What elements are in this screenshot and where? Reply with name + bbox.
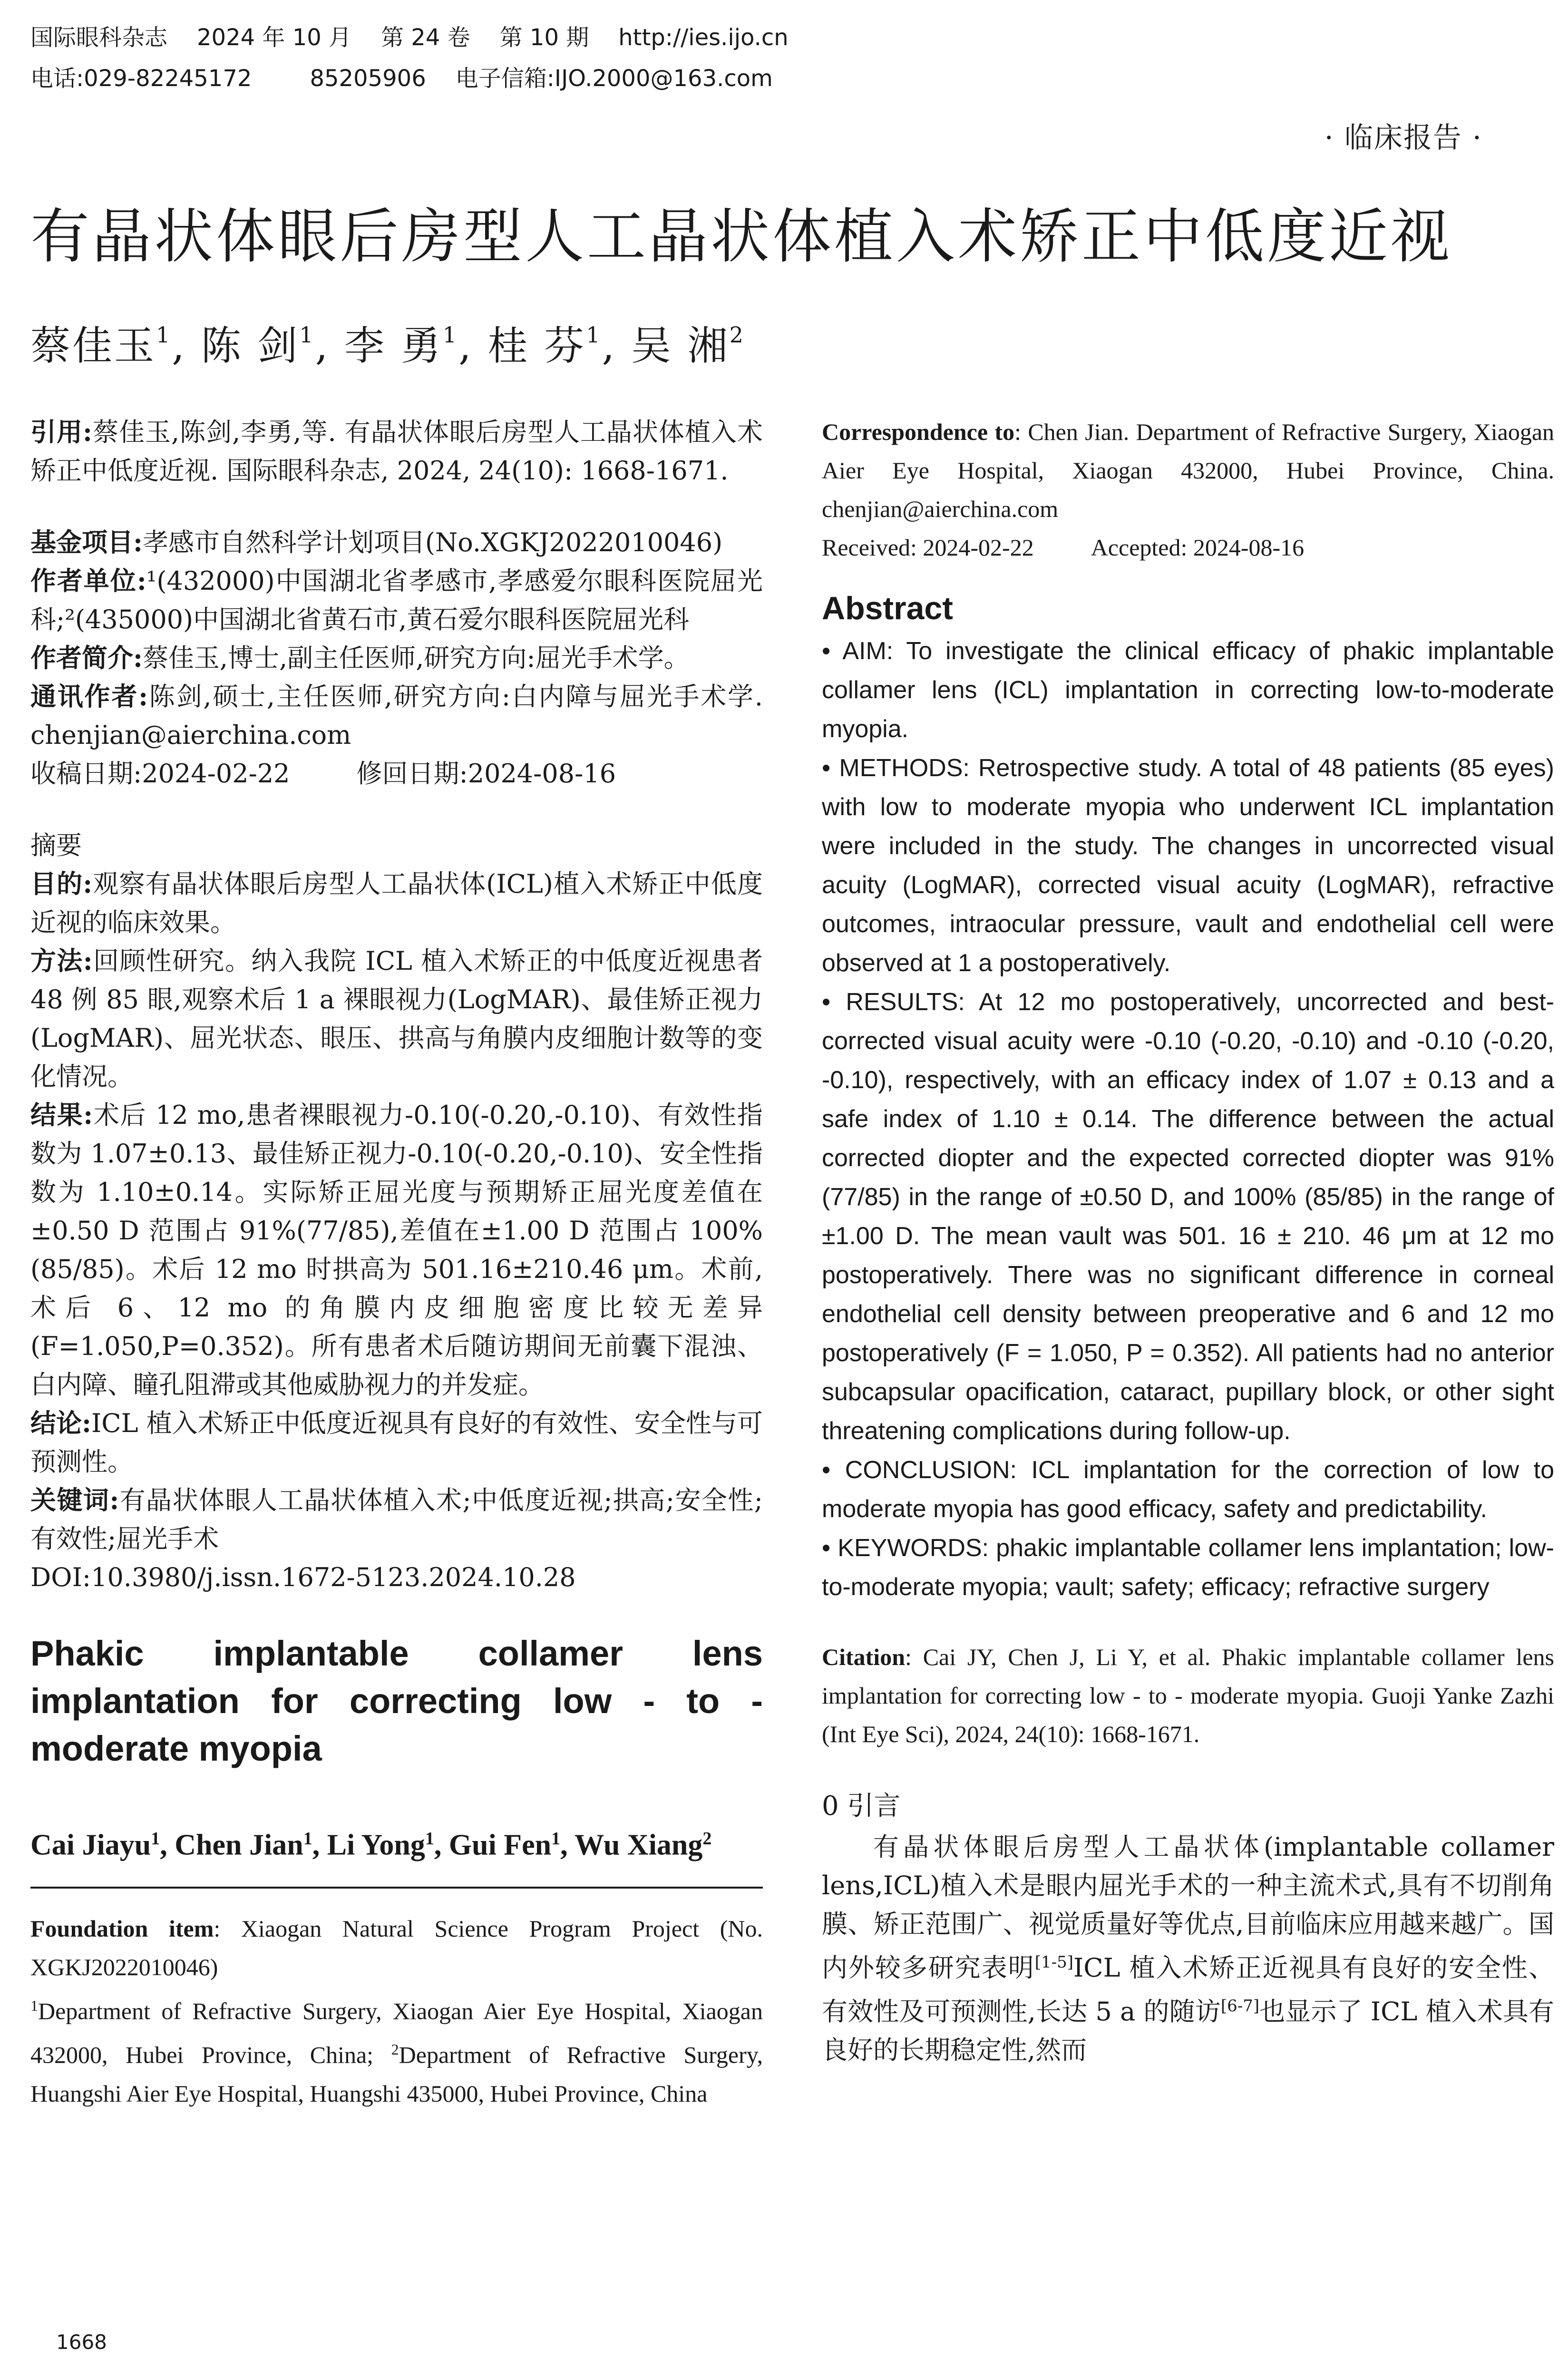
phone-2: 85205906 (310, 65, 426, 92)
header-line-1 (30, 17, 1172, 58)
intro-text-1: 有晶状体眼后房型人工晶状体(implantable collamer lens,ICL)植入术是眼内屈光手术的一种主流术式,具有不切削角膜、矫正范围广、视觉质量好等优点,目前临床应用越来越广。国内外较多研究表明 (822, 1832, 1554, 1983)
methods-text: 回顾性研究。纳入我院 ICL 植入术矫正的中低度近视患者 48 例 85 眼,观察术后 1 a 裸眼视力(LogMAR)、最佳矫正视力(LogMAR)、屈光状态、眼压、拱高与角膜内皮细胞计数等的变化情况。 (30, 946, 763, 1091)
page-number: 1668 (56, 2330, 107, 2354)
citation-cn-label: 引用: (30, 417, 92, 447)
funding-cn-label: 基金项目: (30, 527, 143, 557)
citation-en (822, 1638, 1554, 1754)
english-author-separator: , (312, 1829, 327, 1861)
correspondence-label: Correspondence to (822, 419, 1015, 445)
intro-text-2: ICL 植入术矫正近视具有良好的安全性、有效性及可预测性,长达 5 a 的随访 (822, 1953, 1555, 2026)
english-author-name: Wu Xiang (575, 1829, 703, 1861)
intro-paragraph (822, 1828, 1554, 2069)
funding-cn-text: 孝感市自然科学计划项目(No.XGKJ2022010046) (142, 527, 723, 557)
correspondence-en (822, 413, 1554, 528)
phone: 电话:029-82245172 (30, 65, 252, 92)
conclusion-label: 结论: (30, 1408, 91, 1438)
author-name: 陈 剑 (201, 322, 300, 369)
reference-mark[interactable]: [6-7] (1220, 1997, 1260, 2016)
doi[interactable]: DOI:10.3980/j.issn.1672-5123.2024.10.28 (30, 1562, 576, 1592)
paper-title: 有晶状体眼后房型人工晶状体植入术矫正中低度近视 (30, 203, 1453, 271)
author-name: 桂 芬 (487, 322, 586, 369)
abstract-en-conclusion (822, 1451, 1554, 1529)
accepted-date-en: Accepted: 2024-08-16 (1091, 534, 1305, 561)
citation-cn (30, 413, 763, 490)
abstract-en-aim (822, 632, 1554, 749)
abstract-cn-conclusion (30, 1404, 763, 1481)
affiliation-cn-label: 作者单位: (30, 565, 146, 596)
issue-date: 2024 年 10 月 (197, 24, 352, 51)
abstract-cn-methods (30, 942, 763, 1096)
received-date-en: Received: 2024-02-22 (822, 534, 1034, 561)
divider-rule (30, 1887, 763, 1889)
reference-mark[interactable]: [1-5] (1034, 1953, 1073, 1972)
header-line-2 (30, 58, 1172, 99)
conclusion-en-label: • CONCLUSION: (822, 1456, 1017, 1484)
english-author-affiliation-mark: 1 (303, 1829, 312, 1849)
abstract-cn (30, 826, 763, 1597)
foundation-item-label: Foundation item (30, 1915, 214, 1942)
keywords-text: 有晶状体眼人工晶状体植入术;中低度近视;拱高;安全性;有效性;屈光手术 (30, 1485, 763, 1554)
left-column (30, 413, 763, 2113)
intro-text-3: 也显示了 ICL 植入术具有良好的长期稳定性,然而 (822, 1997, 1554, 2065)
english-author-affiliation-mark: 2 (702, 1829, 712, 1849)
author-separator: , (458, 322, 473, 369)
article-meta-cn (30, 523, 763, 793)
foundation-item-text: : Xiaogan Natural Science Program Project (No. XGKJ2022010046) (30, 1915, 763, 1980)
affiliations-en (30, 1987, 763, 2113)
author-affiliation-mark: 1 (299, 322, 315, 348)
results-en-label: • RESULTS: (822, 988, 965, 1016)
english-author-separator: , (560, 1829, 575, 1861)
author-affiliation-mark: 2 (729, 322, 745, 348)
methods-en-label: • METHODS: (822, 754, 970, 782)
abstract-cn-objective (30, 865, 763, 942)
right-column (822, 413, 1554, 2069)
journal-header (30, 17, 1172, 99)
abstract-en-results (822, 983, 1554, 1451)
author-separator: , (172, 322, 186, 369)
author-bio-cn-text: 蔡佳玉,博士,副主任医师,研究方向:屈光手术学。 (142, 643, 690, 673)
methods-label: 方法: (30, 945, 93, 976)
received-date-cn: 收稿日期:2024-02-22 (30, 759, 290, 789)
english-author-affiliation-mark: 1 (151, 1829, 160, 1849)
citation-en-label: Citation (822, 1644, 905, 1670)
affiliation-2-text: Department of Refractive Surgery, Huangshi Aier Eye Hospital, Huangshi 435000, Hubei Province, China (30, 2041, 763, 2107)
author-name: 李 勇 (344, 322, 443, 369)
dates-en (822, 528, 1554, 567)
results-en-text: At 12 mo postoperatively, uncorrected and best-corrected visual acuity were -0.10 (-0.20, -0.10) and -0.10 (-0.20, -0.10), respectively, with an efficacy index of 1.07 ± 0.13 and a safe index of 1.10 ± 0.14. The difference between the actual corrected diopter and the expected corrected diopter was 91% (77/85) in the range of ±0.50 D, and 100% (85/85) in the range of ±1.00 D. The mean vault was 501. 16 ± 210. 46 μm at 12 mo postoperatively. There was no significant difference in corneal endothelial cell density between preoperative and 6 and 12 mo postoperatively (F = 1.050, P = 0.352). All patients had no anterior subcapsular opacification, cataract, pupillary block, or other sight threatening complications during follow-up. (822, 988, 1554, 1445)
author-name: 吴 湘 (631, 322, 730, 369)
author-bio-cn (30, 639, 763, 677)
english-title: Phakic implantable collamer lens implantation for correcting low - to - moderate myopia (30, 1634, 763, 1768)
volume: 第 24 卷 (381, 24, 470, 51)
author-affiliation-mark: 1 (586, 322, 602, 348)
keywords-en-label: • KEYWORDS: (822, 1534, 989, 1562)
english-author-name: Li Yong (327, 1829, 425, 1861)
abstract-en-methods (822, 749, 1554, 983)
abstract-en-keywords (822, 1529, 1554, 1607)
affiliation-mark: 1 (30, 1997, 38, 2014)
intro-heading: 0 引言 (822, 1791, 901, 1822)
section-tag: · 临床报告 · (1324, 121, 1482, 155)
funding-cn (30, 523, 763, 562)
journal-url[interactable]: http://ies.ijo.cn (618, 24, 789, 51)
results-label: 结果: (30, 1100, 93, 1130)
abstract-en-heading: Abstract (822, 590, 953, 626)
author-name: 蔡佳玉 (30, 322, 156, 369)
affiliation-mark: 2 (391, 2041, 399, 2058)
journal-name: 国际眼科杂志 (30, 24, 168, 51)
citation-cn-text: 蔡佳玉,陈剑,李勇,等. 有晶状体眼后房型人工晶状体植入术矫正中低度近视. 国际眼科杂志, 2024, 24(10): 1668-1671. (30, 417, 763, 486)
revised-date-cn: 修回日期:2024-08-16 (356, 759, 616, 789)
aim-text: To investigate the clinical efficacy of phakic implantable collamer lens (ICL) implantation in correcting low-to-moderate myopia. (822, 637, 1554, 743)
author-affiliation-mark: 1 (442, 322, 459, 348)
conclusion-text: ICL 植入术矫正中低度近视具有良好的有效性、安全性与可预测性。 (30, 1408, 763, 1477)
english-author-name: Chen Jian (175, 1829, 303, 1861)
author-separator: , (315, 322, 330, 369)
english-author-separator: , (160, 1829, 175, 1861)
english-author-list (30, 1818, 763, 1866)
author-separator: , (602, 322, 617, 369)
foundation-item-en (30, 1909, 763, 1987)
corresponding-author-cn-label: 通讯作者: (30, 681, 148, 711)
objective-text: 观察有晶状体眼后房型人工晶状体(ICL)植入术矫正中低度近视的临床效果。 (30, 869, 763, 937)
keywords-en-text: phakic implantable collamer lens implantation; low-to-moderate myopia; vault; safety; efficacy; refractive surgery (822, 1534, 1555, 1601)
keywords-label: 关键词: (30, 1485, 119, 1515)
objective-label: 目的: (30, 868, 93, 899)
author-list (30, 314, 745, 371)
affiliation-cn (30, 562, 763, 639)
abstract-cn-keywords (30, 1481, 763, 1558)
email[interactable]: 电子信箱:IJO.2000@163.com (455, 65, 773, 92)
affiliation-1-text: Department of Refractive Surgery, Xiaogan Aier Eye Hospital, Xiaogan 432000, Hubei Province, China; (30, 1997, 763, 2068)
correspondence-text: : Chen Jian. Department of Refractive Surgery, Xiaogan Aier Eye Hospital, Xiaogan 432000, Hubei Province, China. chenjian@aierchina.com (822, 419, 1555, 522)
abstract-cn-heading: 摘要 (30, 830, 82, 860)
abstract-cn-results (30, 1096, 763, 1404)
english-author-separator: , (434, 1829, 449, 1861)
english-author-name: Cai Jiayu (30, 1829, 151, 1861)
author-affiliation-mark: 1 (156, 322, 172, 348)
english-author-affiliation-mark: 1 (551, 1829, 561, 1849)
author-bio-cn-label: 作者简介: (30, 643, 143, 673)
corresponding-author-cn (30, 677, 763, 754)
abstract-en (822, 632, 1554, 1607)
dates-cn (30, 754, 763, 793)
methods-en-text: Retrospective study. A total of 48 patients (85 eyes) with low to moderate myopia who underwent ICL implantation were included in the study. The changes in uncorrected visual acuity (LogMAR), corrected visual acuity (LogMAR), refractive outcomes, intraocular pressure, vault and endothelial cell were observed at 1 a postoperatively. (822, 754, 1554, 977)
results-text: 术后 12 mo,患者裸眼视力-0.10(-0.20,-0.10)、有效性指数为 1.07±0.13、最佳矫正视力-0.10(-0.20,-0.10)、安全性指数为 1.10±0.14。实际矫正屈光度与预期矫正屈光度差值在±0.50 D 范围占 91%(77/85),差值在±1.00 D 范围占 100%(85/85)。术后 12 mo 时拱高为 501.16±210.46 μm。术前,术后 6、12 mo 的角膜内皮细胞密度比较无差异(F=1.050,P=0.352)。所有患者术后随访期间无前囊下混浊、白内障、瞳孔阻滞或其他威胁视力的并发症。 (30, 1100, 763, 1400)
corresponding-author-cn-text: 陈剑,硕士,主任医师,研究方向:白内障与屈光手术学. chenjian@aierchina.com (30, 682, 763, 750)
english-author-name: Gui Fen (448, 1829, 552, 1861)
conclusion-en-text: ICL implantation for the correction of low to moderate myopia has good efficacy, safety and predictability. (822, 1456, 1555, 1523)
citation-en-text: : Cai JY, Chen J, Li Y, et al. Phakic implantable collamer lens implantation for correcting low - to - moderate myopia. Guoji Yanke Zazhi (Int Eye Sci), 2024, 24(10): 1668-1671. (822, 1644, 1554, 1747)
issue-number: 第 10 期 (499, 24, 589, 51)
aim-label: • AIM: (822, 637, 894, 665)
affiliation-cn-text: ¹(432000)中国湖北省孝感市,孝感爱尔眼科医院屈光科;²(435000)中国湖北省黄石市,黄石爱尔眼科医院屈光科 (30, 566, 763, 634)
english-author-affiliation-mark: 1 (425, 1829, 434, 1849)
